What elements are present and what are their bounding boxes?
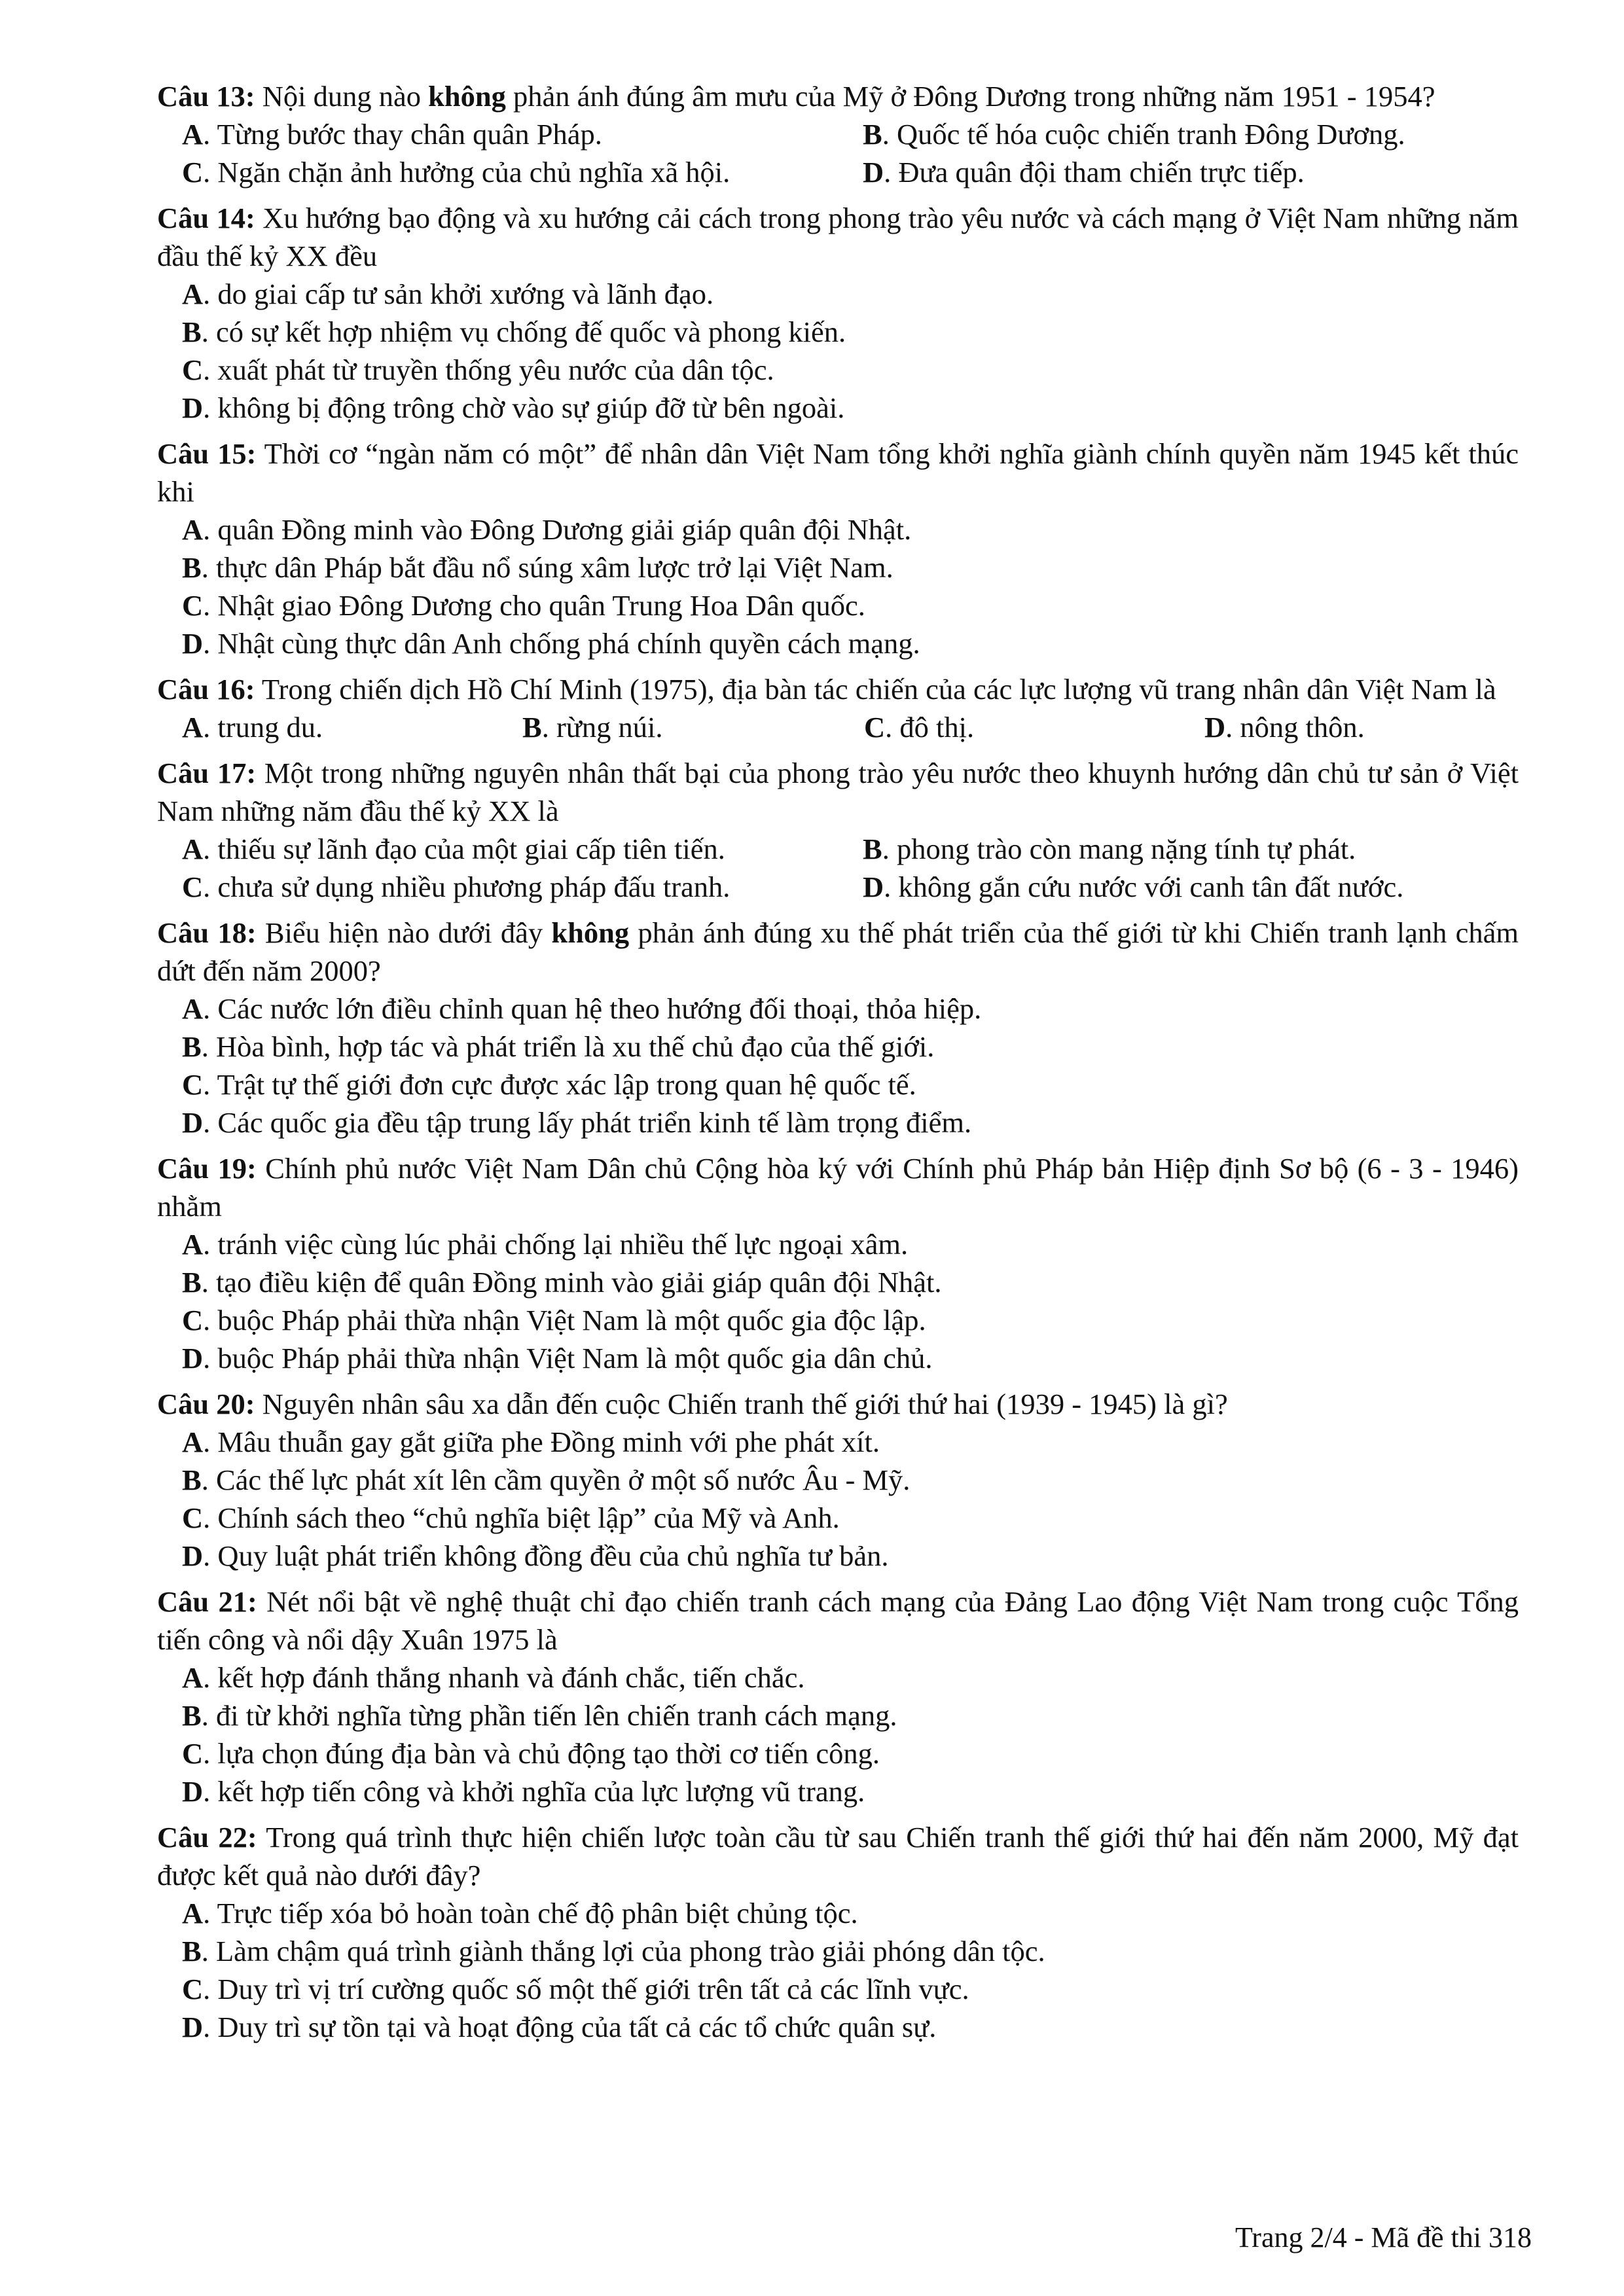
- question-number: Câu 14:: [157, 202, 255, 234]
- question-number: Câu 22:: [157, 1821, 257, 1854]
- question-number: Câu 13:: [157, 80, 255, 113]
- options: [157, 990, 1519, 1141]
- options: [157, 511, 1519, 662]
- option-d: D. kết hợp tiến công và khởi nghĩa của lực lượng vũ trang.: [182, 1775, 865, 1808]
- question-number: Câu 18:: [157, 916, 257, 949]
- option-d: D. không gắn cứu nước với canh tân đất nước.: [863, 870, 1404, 903]
- option-d: D. nông thôn.: [1204, 711, 1365, 744]
- question-22: [157, 1818, 1519, 2046]
- option-d: D. Duy trì sự tồn tại và hoạt động của tất cả các tổ chức quân sự.: [182, 2011, 937, 2043]
- option-b: B. đi từ khởi nghĩa từng phần tiến lên chiến tranh cách mạng.: [182, 1699, 897, 1732]
- option-b: B. rừng núi.: [522, 711, 663, 744]
- options: [157, 830, 1519, 906]
- question-stem: Câu 19: Chính phủ nước Việt Nam Dân chủ Cộng hòa ký với Chính phủ Pháp bản Hiệp định Sơ bộ (6 - 3 - 1946) nhằm: [157, 1152, 1519, 1223]
- option-a: A. quân Đồng minh vào Đông Dương giải giáp quân đội Nhật.: [182, 513, 912, 546]
- options: [157, 1659, 1519, 1810]
- option-a: A. Trực tiếp xóa bỏ hoàn toàn chế độ phân biệt chủng tộc.: [182, 1897, 858, 1929]
- options: [157, 1225, 1519, 1377]
- question-18: [157, 914, 1519, 1141]
- option-c: C. Duy trì vị trí cường quốc số một thế giới trên tất cả các lĩnh vực.: [182, 1973, 969, 2005]
- options: [157, 115, 1519, 191]
- option-b: B. phong trào còn mang nặng tính tự phát.: [863, 833, 1356, 865]
- option-b: B. Các thế lực phát xít lên cầm quyền ở một số nước Âu - Mỹ.: [182, 1463, 911, 1496]
- option-a: A. do giai cấp tư sản khởi xướng và lãnh đạo.: [182, 278, 714, 310]
- option-a: A. Các nước lớn điều chỉnh quan hệ theo hướng đối thoại, thỏa hiệp.: [182, 992, 982, 1025]
- option-b: B. Làm chậm quá trình giành thắng lợi của phong trào giải phóng dân tộc.: [182, 1935, 1045, 1967]
- question-16: [157, 670, 1519, 746]
- question-number: Câu 21:: [157, 1585, 257, 1618]
- options: [157, 275, 1519, 427]
- option-d: D. Đưa quân đội tham chiến trực tiếp.: [863, 156, 1305, 188]
- option-a: A. tránh việc cùng lúc phải chống lại nhiều thế lực ngoại xâm.: [182, 1228, 909, 1261]
- question-20: [157, 1385, 1519, 1575]
- option-a: A. Mâu thuẫn gay gắt giữa phe Đồng minh với phe phát xít.: [182, 1426, 880, 1458]
- question-stem: Câu 18: Biểu hiện nào dưới đây không phản ánh đúng xu thế phát triển của thế giới từ khi Chiến tranh lạnh chấm dứt đến năm 2000?: [157, 916, 1519, 987]
- question-number: Câu 16:: [157, 673, 255, 706]
- option-d: D. Các quốc gia đều tập trung lấy phát triển kinh tế làm trọng điểm.: [182, 1106, 972, 1139]
- option-c: C. Trật tự thế giới đơn cực được xác lập trong quan hệ quốc tế.: [182, 1068, 916, 1101]
- option-b: B. Hòa bình, hợp tác và phát triển là xu thế chủ đạo của thế giới.: [182, 1030, 935, 1063]
- question-number: Câu 15:: [157, 437, 257, 470]
- question-stem: Câu 21: Nét nổi bật về nghệ thuật chỉ đạo chiến tranh cách mạng của Đảng Lao động Việt Nam trong cuộc Tổng tiến công và nổi dậy Xuân 1975 là: [157, 1585, 1519, 1656]
- option-c: C. Nhật giao Đông Dương cho quân Trung Hoa Dân quốc.: [182, 589, 865, 622]
- question-stem: Câu 14: Xu hướng bạo động và xu hướng cải cách trong phong trào yêu nước và cách mạng ở Việt Nam những năm đầu thế kỷ XX đều: [157, 202, 1519, 272]
- option-b: B. thực dân Pháp bắt đầu nổ súng xâm lược trở lại Việt Nam.: [182, 551, 893, 584]
- options: [157, 1423, 1519, 1575]
- question-stem: Câu 13: Nội dung nào không phản ánh đúng âm mưu của Mỹ ở Đông Dương trong những năm 1951 - 1954?: [157, 80, 1435, 113]
- option-a: A. trung du.: [182, 711, 323, 744]
- exam-page: [157, 77, 1519, 2054]
- option-d: D. buộc Pháp phải thừa nhận Việt Nam là một quốc gia dân chủ.: [182, 1342, 933, 1374]
- option-d: D. không bị động trông chờ vào sự giúp đỡ từ bên ngoài.: [182, 391, 845, 424]
- question-stem: Câu 16: Trong chiến dịch Hồ Chí Minh (1975), địa bàn tác chiến của các lực lượng vũ trang nhân dân Việt Nam là: [157, 673, 1496, 706]
- question-13: [157, 77, 1519, 191]
- option-b: B. Quốc tế hóa cuộc chiến tranh Đông Dương.: [863, 118, 1405, 151]
- option-c: C. xuất phát từ truyền thống yêu nước của dân tộc.: [182, 353, 774, 386]
- question-number: Câu 20:: [157, 1388, 255, 1420]
- option-a: A. thiếu sự lãnh đạo của một giai cấp tiên tiến.: [182, 833, 725, 865]
- question-stem: Câu 22: Trong quá trình thực hiện chiến lược toàn cầu từ sau Chiến tranh thế giới thứ hai đến năm 2000, Mỹ đạt được kết quả nào dưới đây?: [157, 1821, 1519, 1892]
- option-a: A. kết hợp đánh thắng nhanh và đánh chắc, tiến chắc.: [182, 1661, 805, 1694]
- option-c: C. buộc Pháp phải thừa nhận Việt Nam là một quốc gia độc lập.: [182, 1304, 926, 1336]
- question-17: [157, 754, 1519, 906]
- option-b: B. tạo điều kiện để quân Đồng minh vào giải giáp quân đội Nhật.: [182, 1266, 942, 1299]
- keyword-negation: không: [551, 916, 630, 949]
- question-21: [157, 1583, 1519, 1810]
- question-15: [157, 435, 1519, 662]
- option-c: C. lựa chọn đúng địa bàn và chủ động tạo thời cơ tiến công.: [182, 1737, 880, 1770]
- option-c: C. Ngăn chặn ảnh hưởng của chủ nghĩa xã hội.: [182, 156, 731, 188]
- option-c: C. đô thị.: [864, 711, 975, 744]
- question-number: Câu 17:: [157, 757, 257, 789]
- question-number: Câu 19:: [157, 1152, 257, 1185]
- options: [157, 1894, 1519, 2046]
- option-b: B. có sự kết hợp nhiệm vụ chống đế quốc và phong kiến.: [182, 315, 846, 348]
- question-stem: Câu 17: Một trong những nguyên nhân thất bại của phong trào yêu nước theo khuynh hướng dân chủ tư sản ở Việt Nam những năm đầu thế kỷ XX là: [157, 757, 1519, 827]
- keyword-negation: không: [428, 80, 506, 113]
- question-stem: Câu 20: Nguyên nhân sâu xa dẫn đến cuộc Chiến tranh thế giới thứ hai (1939 - 1945) là gì?: [157, 1388, 1228, 1420]
- option-c: C. Chính sách theo “chủ nghĩa biệt lập” của Mỹ và Anh.: [182, 1501, 840, 1534]
- question-stem: Câu 15: Thời cơ “ngàn năm có một” để nhân dân Việt Nam tổng khởi nghĩa giành chính quyền năm 1945 kết thúc khi: [157, 437, 1519, 508]
- option-d: D. Nhật cùng thực dân Anh chống phá chính quyền cách mạng.: [182, 627, 920, 660]
- option-a: A. Từng bước thay chân quân Pháp.: [182, 118, 602, 151]
- option-d: D. Quy luật phát triển không đồng đều của chủ nghĩa tư bản.: [182, 1539, 889, 1572]
- page-footer: Trang 2/4 - Mã đề thi 318: [1235, 2221, 1532, 2253]
- option-c: C. chưa sử dụng nhiều phương pháp đấu tranh.: [182, 870, 731, 903]
- question-14: [157, 199, 1519, 427]
- question-19: [157, 1149, 1519, 1377]
- options: [157, 708, 1519, 746]
